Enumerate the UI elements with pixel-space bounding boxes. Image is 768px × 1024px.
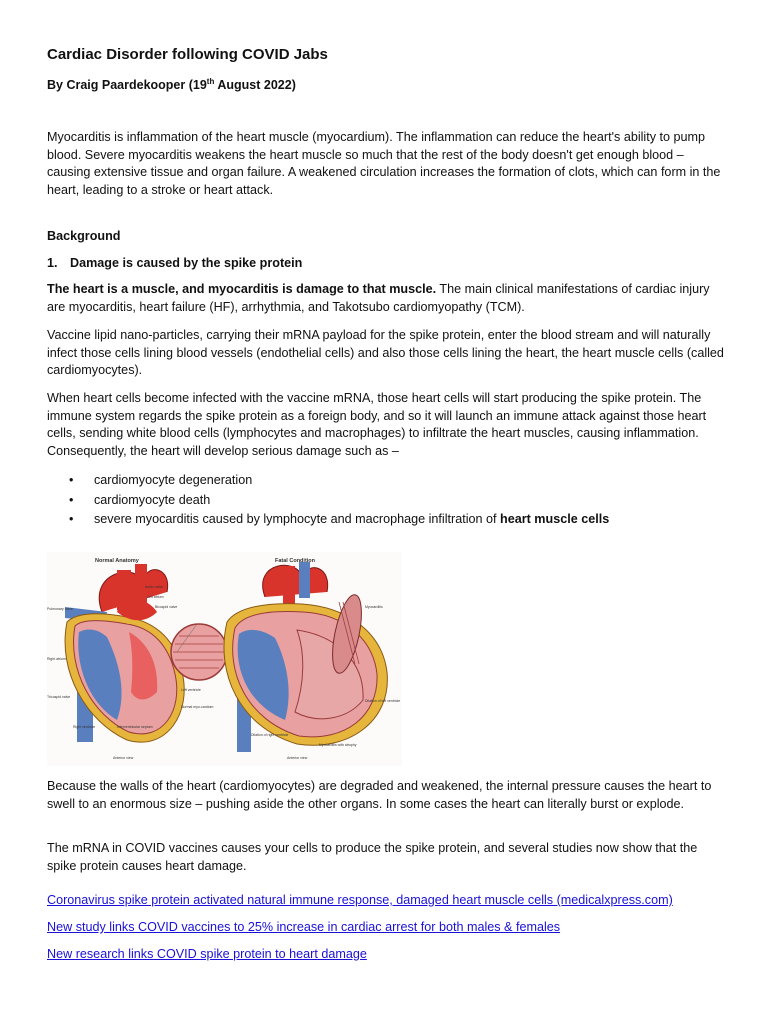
label-myocarditis-atrophy: Myocarditis with atrophy — [319, 743, 357, 747]
label-dilation-left: Dilation of left ventricle — [365, 699, 401, 703]
link-medicalxpress[interactable]: Coronavirus spike protein activated natural immune response, damaged heart muscle cells (medicalxpress.com) — [47, 893, 673, 907]
paragraph-spike-protein: The mRNA in COVID vaccines causes your cells to produce the spike protein, and several studies now show that the spike protein causes heart damage. — [47, 841, 698, 873]
section-number: 1. — [47, 256, 58, 270]
background-heading: Background — [47, 229, 121, 243]
document-title: Cardiac Disorder following COVID Jabs — [47, 46, 328, 63]
fatal-heart-drawing — [224, 562, 387, 752]
label-aortic-valve: Aortic valve — [145, 585, 164, 589]
label-pulmonary-valve: Pulmonary valve — [47, 607, 73, 611]
heart-anatomy-figure — [47, 552, 402, 766]
label-dilation-right: Dilation of right ventricle — [251, 733, 289, 737]
list-item — [47, 491, 609, 511]
label-bicuspid-valve: Bicuspid valve — [155, 605, 178, 609]
label-normal-myocardium: Normal myo-cardium — [181, 705, 214, 709]
list-item-text: cardiomyocyte degeneration — [94, 473, 253, 487]
label-right-ventricle: Right ventricle — [73, 725, 96, 729]
paragraph-immune-response: When heart cells become infected with the vaccine mRNA, those heart cells will start producing the spike protein. The immune system regards the spike protein as a foreign body, and so it will launch an immune attack against those heart cells, sending white blood cells (lymphocytes and macrophages) to infiltrate the heart muscles, causing inflammation. Consequently, the heart will develop serious damage such as – — [47, 391, 707, 458]
figure-label-fatal: Fatal Condition — [275, 558, 316, 564]
bullet-dot: • — [69, 492, 74, 507]
label-tricuspid-valve: Tricuspid valve — [47, 695, 71, 699]
bullet-dot: • — [69, 473, 74, 487]
label-anterior-view-2: Anterior view — [287, 756, 308, 760]
section-1-heading — [47, 256, 302, 270]
bullet-dot: • — [69, 512, 74, 526]
list-item — [47, 510, 609, 530]
list-item-text: severe myocarditis caused by lymphocyte and macrophage infiltration of — [94, 512, 497, 526]
paragraph-rest: The main clinical manifestations of cardiac injury are myocarditis, heart failure (HF), arrhythmia, and Takotsubo cardiomyopathy (TCM). — [47, 282, 710, 314]
label-left-ventricle: Left ventricle — [181, 688, 201, 692]
list-item — [47, 471, 609, 491]
paragraph-bold-lead: The heart is a muscle, and myocarditis is damage to that muscle. — [47, 282, 437, 296]
paragraph-heart-swelling: Because the walls of the heart (cardiomyocytes) are degraded and weakened, the internal pressure causes the heart to swell to an enormous size – pushing aside the other organs. In some cases the heart can literally burst or explode. — [47, 779, 712, 811]
label-myocarditis: Myocarditis — [365, 605, 383, 609]
byline — [47, 77, 296, 92]
list-item-text: cardiomyocyte death — [94, 492, 211, 507]
byline-sup: th — [206, 77, 215, 86]
byline-suffix: August 2022) — [214, 78, 296, 93]
paragraph-heart-muscle — [47, 281, 727, 316]
list-item-bold-text: heart muscle cells — [496, 512, 610, 526]
link-spike-protein-research[interactable]: New research links COVID spike protein to heart damage — [47, 947, 367, 961]
heart-illustration — [47, 552, 402, 766]
intro-paragraph: Myocarditis is inflammation of the heart muscle (myocardium). The inflammation can reduce the heart's ability to pump blood. Severe myocarditis weakens the heart muscle so much that the rest of the body doesn't get enough blood – causing extensive tissue and organ failure. A weakened circulation increases the formation of clots, which can form in the heart, leading to a stroke or heart attack. — [47, 130, 721, 197]
figure-label-normal: Normal Anatomy — [95, 558, 139, 564]
section-title: Damage is caused by the spike protein — [70, 256, 303, 270]
link-cardiac-arrest-study[interactable]: New study links COVID vaccines to 25% increase in cardiac arrest for both males & females — [47, 920, 561, 934]
normal-heart-drawing — [65, 564, 227, 742]
label-interventricular-septum: Interventricular septum — [117, 725, 153, 729]
label-anterior-view: Anterior view — [113, 756, 134, 760]
label-left-atrium: Left atrium — [147, 595, 164, 599]
label-right-atrium: Right atrium — [47, 657, 66, 661]
paragraph-nanoparticles: Vaccine lipid nano-particles, carrying their mRNA payload for the spike protein, enter the blood stream and will naturally infect those cells lining blood vessels (endothelial cells) and also those cells lining the heart, the heart muscle cells (called cardiomyocytes). — [47, 328, 724, 377]
damage-list — [47, 471, 609, 530]
byline-prefix: By Craig Paardekooper (19 — [47, 78, 207, 93]
